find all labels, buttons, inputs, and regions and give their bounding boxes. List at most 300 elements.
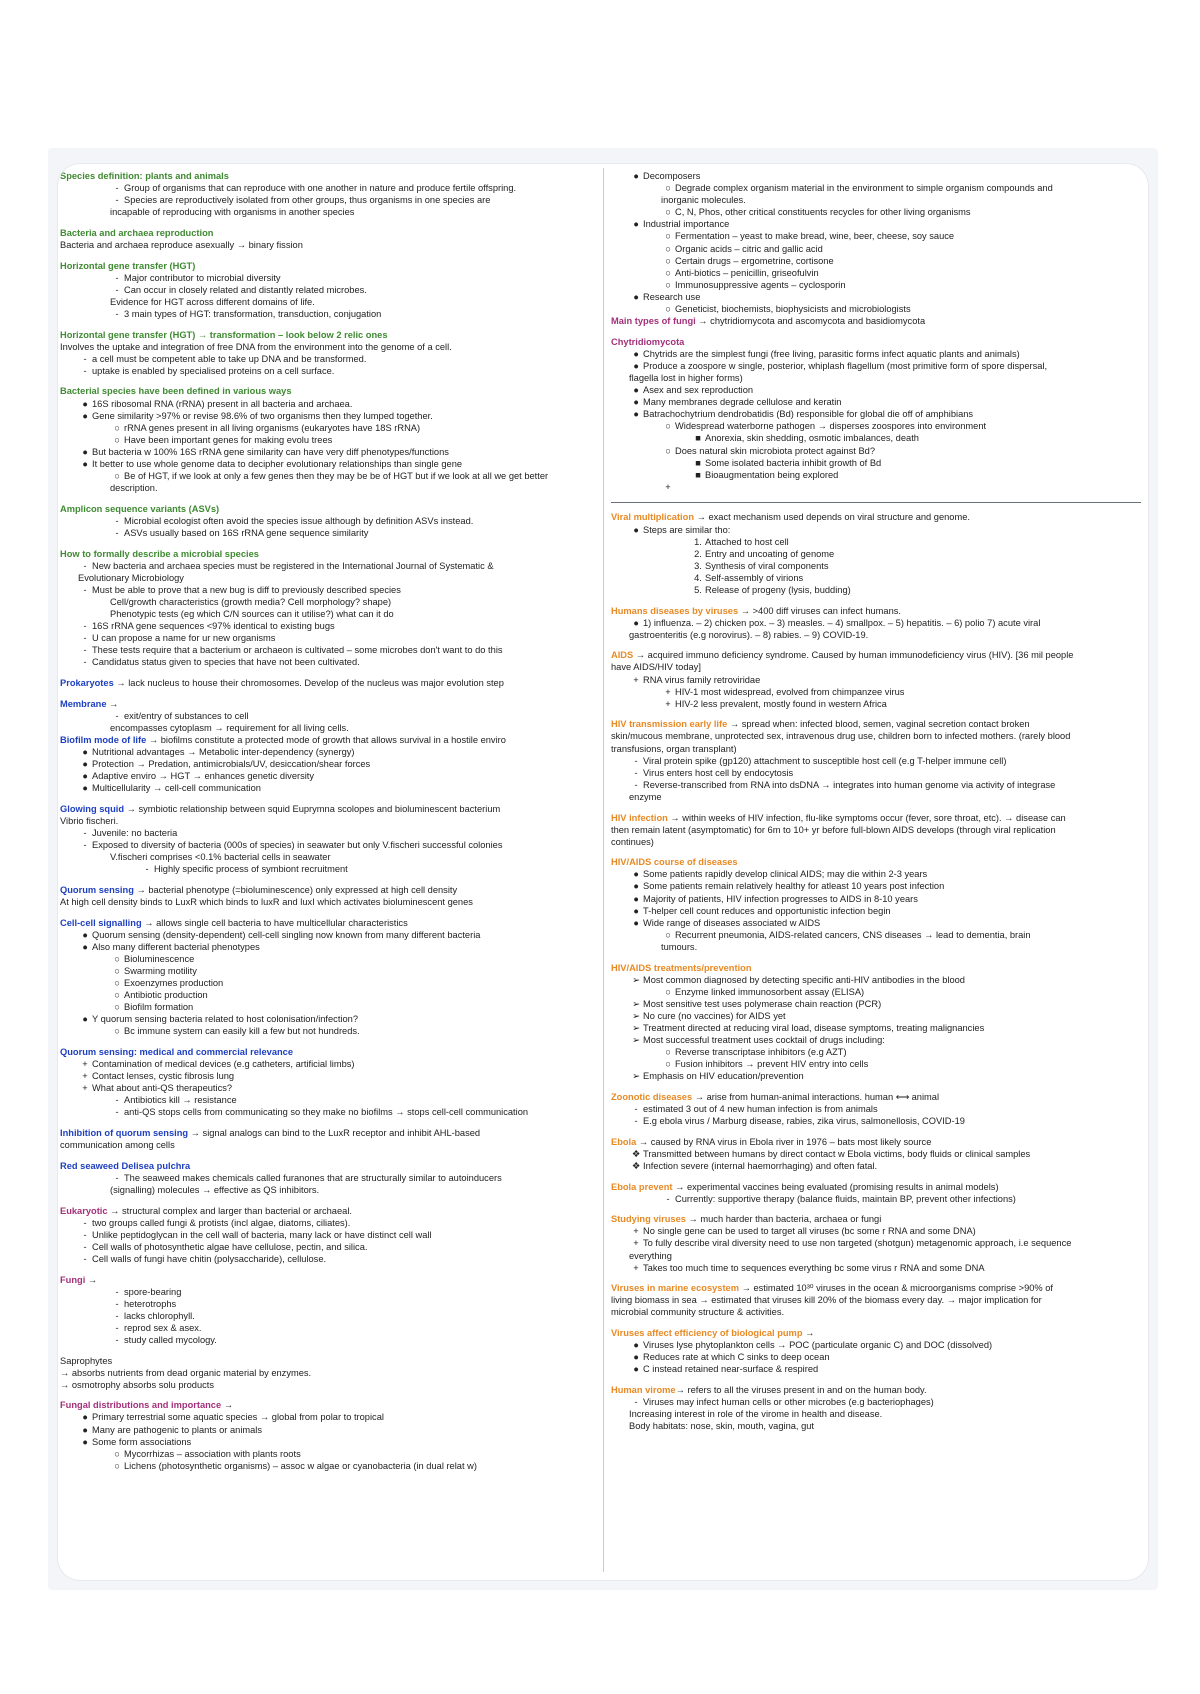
bullet-marker: 2. xyxy=(694,548,702,559)
list-item xyxy=(611,755,1141,767)
bullet-marker: ● xyxy=(633,881,639,892)
list-item xyxy=(611,396,1141,408)
item-text: Protection → Predation, antimicrobials/UV, desiccation/shear forces xyxy=(92,759,371,770)
bullet-marker: - xyxy=(83,1229,87,1240)
list-item xyxy=(611,868,1141,880)
bullet-marker: - xyxy=(145,864,149,875)
item-text: skin/mucous membrane, unprotected sex, intravenous drug use, children born to infected mothers. (rarely blood xyxy=(611,731,1071,742)
section-title: AIDS xyxy=(611,650,634,661)
list-item xyxy=(611,536,1141,548)
item-text: Some patients remain relatively healthy for atleast 10 years post infection xyxy=(643,881,945,892)
list-item xyxy=(60,410,600,422)
section-title: Cell-cell signalling xyxy=(60,917,142,928)
bullet-marker: ➢ xyxy=(632,998,640,1009)
list-item xyxy=(60,1436,600,1448)
list-item xyxy=(60,1025,600,1037)
bullet-marker: ● xyxy=(82,1412,88,1423)
section-title: Membrane xyxy=(60,698,107,709)
item-text: Wide range of diseases associated w AIDS xyxy=(643,917,821,928)
list-item xyxy=(611,791,1141,803)
item-text: Have been important genes for making evolu trees xyxy=(124,434,333,445)
bullet-marker: ○ xyxy=(114,978,120,989)
list-item xyxy=(60,458,600,470)
list-item xyxy=(60,284,600,296)
section xyxy=(60,260,600,320)
section xyxy=(611,605,1141,641)
bullet-marker: ● xyxy=(82,398,88,409)
bullet-marker: ● xyxy=(82,410,88,421)
list-item xyxy=(60,1286,600,1298)
bullet-marker: ● xyxy=(633,1364,639,1375)
list-item xyxy=(60,782,600,794)
list-item xyxy=(60,584,600,596)
item-text: Anti-biotics – penicillin, griseofulvin xyxy=(675,267,819,278)
section-heading xyxy=(60,734,600,746)
section xyxy=(60,677,600,689)
list-item xyxy=(611,743,1141,755)
item-text: T-helper cell count reduces and opportunistic infection begin xyxy=(643,905,891,916)
list-item xyxy=(60,896,600,908)
item-text: Many membranes degrade cellulose and keratin xyxy=(643,397,842,408)
bullet-marker: ● xyxy=(633,893,639,904)
list-item xyxy=(60,1460,600,1472)
bullet-marker: - xyxy=(634,1116,638,1127)
list-item xyxy=(60,815,600,827)
section xyxy=(611,1181,1141,1205)
item-text: Y quorum sensing bacteria related to host colonisation/infection? xyxy=(92,1014,358,1025)
list-item xyxy=(611,267,1141,279)
bullet-marker: - xyxy=(115,284,119,295)
bullet-marker: ● xyxy=(633,291,639,302)
list-item xyxy=(60,527,600,539)
bullet-marker: ○ xyxy=(665,304,671,315)
bullet-marker: ● xyxy=(82,929,88,940)
section-title: Humans diseases by viruses xyxy=(611,605,739,616)
bullet-marker: ○ xyxy=(665,1059,671,1070)
item-text: Majority of patients, HIV infection progresses to AIDS in 8-10 years xyxy=(643,893,918,904)
list-item xyxy=(611,686,1141,698)
list-item xyxy=(60,353,600,365)
section-heading xyxy=(60,170,600,182)
list-item xyxy=(611,1148,1141,1160)
bullet-marker: ➢ xyxy=(632,1035,640,1046)
item-text: Viruses lyse phytoplankton cells → POC (particulate organic C) and DOC (dissolved) xyxy=(643,1340,993,1351)
section xyxy=(60,1355,600,1391)
section-heading xyxy=(60,917,600,929)
item-text: Bc immune system can easily kill a few but not hundreds. xyxy=(124,1026,360,1037)
list-item xyxy=(60,422,600,434)
section-title: Ebola prevent xyxy=(611,1181,673,1192)
section-title: Human virome xyxy=(611,1384,676,1395)
item-text: But bacteria w 100% 16S rRNA gene similarity can have very diff phenotypes/functions xyxy=(92,446,449,457)
bullet-marker: - xyxy=(115,710,119,721)
bullet-marker: ○ xyxy=(665,1047,671,1058)
list-item xyxy=(60,722,600,734)
list-item xyxy=(611,548,1141,560)
list-item xyxy=(611,1420,1141,1432)
item-text: Batrachochytrium dendrobatidis (Bd) responsible for global die off of amphibians xyxy=(643,409,974,420)
list-item xyxy=(611,824,1141,836)
item-text: Contamination of medical devices (e.g catheters, artificial limbs) xyxy=(92,1059,355,1070)
section-lead-text: → xyxy=(221,1400,234,1411)
bullet-marker: ■ xyxy=(695,469,701,480)
list-item xyxy=(611,560,1141,572)
item-text: spore-bearing xyxy=(124,1286,182,1297)
item-text: → osmotrophy absorbs solu products xyxy=(60,1379,214,1390)
bullet-marker: ● xyxy=(633,524,639,535)
section-title: Fungal distributions and importance xyxy=(60,1400,222,1411)
section-lead-text: → xyxy=(85,1274,98,1285)
item-text: No cure (no vaccines) for AIDS yet xyxy=(643,1010,786,1021)
list-item xyxy=(60,308,600,320)
section-lead-text: → xyxy=(802,1327,815,1338)
item-text: Anorexia, skin shedding, osmotic imbalances, death xyxy=(705,433,919,444)
list-item xyxy=(611,1339,1141,1351)
item-text: Attached to host cell xyxy=(705,536,789,547)
item-text: Some form associations xyxy=(92,1436,192,1447)
bullet-marker: ● xyxy=(82,746,88,757)
list-item xyxy=(611,420,1141,432)
item-text: Reverse transcriptase inhibitors (e.g AZT) xyxy=(675,1047,847,1058)
section-title: Main types of fungi xyxy=(611,316,696,327)
bullet-marker: ● xyxy=(82,759,88,770)
list-item xyxy=(60,470,600,482)
bullet-marker: ● xyxy=(633,171,639,181)
section-lead-text: → biofilms constitute a protected mode of growth that allows survival in a hostile enviro xyxy=(146,734,506,745)
item-text: Cell walls of fungi have chitin (polysaccharide), cellulose. xyxy=(92,1253,327,1264)
section-lead-text: → arise from human-animal interactions. human ⟷ animal xyxy=(692,1091,940,1102)
list-item xyxy=(60,1106,600,1118)
item-text: (signalling) molecules → effective as QS inhibitors. xyxy=(110,1184,320,1195)
list-item xyxy=(611,1237,1141,1249)
section-heading xyxy=(60,329,600,341)
item-text: Viruses may infect human cells or other microbes (e.g bacteriophages) xyxy=(643,1396,934,1407)
section xyxy=(611,1213,1141,1273)
section-lead-text: → symbiotic relationship between squid Euprymna scolopes and bioluminescent bacterium xyxy=(124,803,501,814)
item-text: To fully describe viral diversity need to use non targeted (shotgun) metagenomic approach, i.e sequence xyxy=(643,1238,1072,1249)
bullet-marker: - xyxy=(83,560,87,571)
list-item xyxy=(611,469,1141,481)
section-heading xyxy=(60,698,600,710)
section-heading xyxy=(611,315,1141,327)
bullet-marker: ○ xyxy=(114,1002,120,1013)
item-text: Steps are similar tho: xyxy=(643,524,731,535)
list-item xyxy=(60,965,600,977)
item-text: Industrial importance xyxy=(643,219,730,230)
bullet-marker: ○ xyxy=(665,445,671,456)
list-item xyxy=(60,1172,600,1184)
item-text: lacks chlorophyll. xyxy=(124,1310,195,1321)
list-item xyxy=(611,1010,1141,1022)
section xyxy=(60,227,600,251)
list-item xyxy=(611,698,1141,710)
item-text: microbial community structure & activities. xyxy=(611,1307,785,1318)
bullet-marker: ● xyxy=(633,385,639,396)
item-text: Asex and sex reproduction xyxy=(643,385,754,396)
list-item xyxy=(611,206,1141,218)
list-item xyxy=(60,1184,600,1196)
section-heading xyxy=(611,812,1141,824)
item-text: anti-QS stops cells from communicating so they make no biofilms → stops cell-cell communication xyxy=(124,1107,529,1118)
bullet-marker: - xyxy=(83,621,87,632)
section-heading xyxy=(611,1213,1141,1225)
section-title: Amplicon sequence variants (ASVs) xyxy=(60,503,220,514)
item-text: Treatment directed at reducing viral load, disease symptoms, treating malignancies xyxy=(643,1023,985,1033)
section xyxy=(60,1205,600,1265)
list-item xyxy=(60,1217,600,1229)
item-text: Adaptive enviro → HGT → enhances genetic diversity xyxy=(92,771,315,782)
section-title: Biofilm mode of life xyxy=(60,734,147,745)
item-text: Does natural skin microbiota protect against Bd? xyxy=(675,445,875,456)
bullet-marker: - xyxy=(634,755,638,766)
item-text: Degrade complex organism material in the environment to simple organism compounds and xyxy=(675,183,1053,194)
list-item xyxy=(60,341,600,353)
list-item xyxy=(60,1367,600,1379)
item-text: → absorbs nutrients from dead organic material by enzymes. xyxy=(60,1367,312,1378)
item-text: Quorum sensing (density-dependent) cell-cell singling now known from many different bacteria xyxy=(92,929,481,940)
section xyxy=(611,1091,1141,1127)
item-text: continues) xyxy=(611,836,654,847)
item-text: Fermentation – yeast to make bread, wine, beer, cheese, soy sauce xyxy=(675,231,955,242)
bullet-marker: - xyxy=(83,353,87,364)
item-text: Lichens (photosynthetic organisms) – assoc w algae or cyanobacteria (in dual relat w) xyxy=(124,1460,477,1471)
section xyxy=(60,698,600,734)
section-title: Horizontal gene transfer (HGT) xyxy=(60,260,196,271)
bullet-marker: ○ xyxy=(114,1460,120,1471)
list-item xyxy=(611,917,1141,929)
list-item xyxy=(60,365,600,377)
section-heading xyxy=(60,227,600,239)
section-title: HIV/AIDS treatments/prevention xyxy=(611,962,752,973)
list-item xyxy=(611,836,1141,848)
section-lead-text: → spread when: infected blood, semen, vaginal secretion contact broken xyxy=(727,719,1030,730)
section-title: Horizontal gene transfer (HGT) → transformation – look below 2 relic ones xyxy=(60,329,388,340)
bullet-marker: ● xyxy=(633,617,639,628)
section-title: Viral multiplication xyxy=(611,512,695,523)
bullet-marker: ● xyxy=(82,458,88,469)
section xyxy=(611,962,1141,1083)
item-text: Body habitats: nose, skin, mouth, vagina, gut xyxy=(629,1421,815,1432)
bullet-marker: - xyxy=(634,767,638,778)
section-title: Species definition: plants and animals xyxy=(60,171,229,181)
item-text: reprod sex & asex. xyxy=(124,1322,202,1333)
section-title: Glowing squid xyxy=(60,803,125,814)
item-text: Exoenzymes production xyxy=(124,978,224,989)
section-title: HIV/AIDS course of diseases xyxy=(611,857,738,868)
list-item xyxy=(60,596,600,608)
bullet-marker: - xyxy=(115,1298,119,1309)
item-text: Multicellularity → cell-cell communication xyxy=(92,783,261,794)
section-lead-text: → signal analogs can bind to the LuxR receptor and inhibit AHL-based xyxy=(188,1128,481,1139)
bullet-marker: + xyxy=(633,1262,639,1273)
list-item xyxy=(611,384,1141,396)
list-item xyxy=(611,279,1141,291)
list-item xyxy=(60,1379,600,1391)
bullet-marker: - xyxy=(115,1172,119,1183)
list-item xyxy=(60,710,600,722)
item-text: Enzyme linked immunosorbent assay (ELISA) xyxy=(675,986,865,997)
section xyxy=(60,1160,600,1196)
list-item xyxy=(611,218,1141,230)
section-heading xyxy=(60,677,600,689)
bullet-marker: ● xyxy=(633,1352,639,1363)
item-text: Emphasis on HIV education/prevention xyxy=(643,1071,804,1082)
bullet-marker: ● xyxy=(633,348,639,359)
section xyxy=(60,385,600,494)
bullet-marker: ● xyxy=(633,905,639,916)
item-text: Mycorrhizas – association with plants roots xyxy=(124,1448,301,1459)
list-item xyxy=(60,1229,600,1241)
item-text: Antibiotics kill → resistance xyxy=(124,1095,237,1106)
list-item xyxy=(60,515,600,527)
bullet-marker: ● xyxy=(633,1340,639,1351)
section-lead-text: → xyxy=(106,698,119,709)
item-text: Takes too much time to sequences everything bc some virus r RNA and some DNA xyxy=(643,1262,985,1273)
section-heading xyxy=(60,1205,600,1217)
item-text: Evolutionary Microbiology xyxy=(78,572,184,583)
list-item xyxy=(611,255,1141,267)
bullet-marker: ➢ xyxy=(632,1071,640,1082)
item-text: communication among cells xyxy=(60,1140,175,1151)
section-lead-text: → within weeks of HIV infection, flu-like symptoms occur (fever, sore throat, etc). → disease can xyxy=(667,812,1066,823)
item-text: HIV-1 most widespread, evolved from chimpanzee virus xyxy=(675,686,905,697)
bullet-marker: - xyxy=(115,183,119,194)
list-item xyxy=(60,1001,600,1013)
item-text: ASVs usually based on 16S rRNA gene sequence similarity xyxy=(124,527,369,538)
list-item xyxy=(60,1094,600,1106)
section-title: Bacterial species have been defined in various ways xyxy=(60,386,292,397)
bullet-marker: ● xyxy=(633,409,639,420)
section xyxy=(611,1136,1141,1172)
item-text: Reverse-transcribed from RNA into dsDNA → integrates into human genome via activity of integrase xyxy=(643,779,1056,790)
section-heading xyxy=(611,1282,1141,1294)
list-item xyxy=(60,572,600,584)
bullet-marker: - xyxy=(666,1193,670,1204)
section-heading xyxy=(60,1160,600,1172)
bullet-marker: ○ xyxy=(114,953,120,964)
bullet-marker: ○ xyxy=(114,471,120,482)
section-title: Eukaryotic xyxy=(60,1205,108,1216)
bullet-marker: - xyxy=(83,1241,87,1252)
section-title: Saprophytes xyxy=(60,1355,113,1366)
list-item xyxy=(611,1046,1141,1058)
bullet-marker: ➢ xyxy=(632,1023,640,1033)
list-item xyxy=(611,1306,1141,1318)
list-item xyxy=(611,1058,1141,1070)
list-item xyxy=(60,1082,600,1094)
list-item xyxy=(611,941,1141,953)
bullet-marker: + xyxy=(82,1071,88,1082)
section-lead-text: → refers to all the viruses present in and on the human body. xyxy=(675,1384,927,1395)
list-item xyxy=(611,974,1141,986)
list-item xyxy=(611,572,1141,584)
list-item xyxy=(60,632,600,644)
list-item xyxy=(60,182,600,194)
list-item xyxy=(60,1322,600,1334)
section-title: Viruses affect efficiency of biological pump xyxy=(611,1327,803,1338)
bullet-marker: - xyxy=(115,1095,119,1106)
section xyxy=(60,884,600,908)
section-title: Prokaryotes xyxy=(60,677,114,688)
list-item xyxy=(611,1294,1141,1306)
section-heading xyxy=(611,856,1141,868)
item-text: Group of organisms that can reproduce with one another in nature and produce fertile offspring. xyxy=(124,183,517,194)
section-heading xyxy=(611,649,1141,661)
bullet-marker: ○ xyxy=(665,255,671,266)
section xyxy=(60,1046,600,1119)
item-text: Vibrio fischeri. xyxy=(60,815,119,826)
bullet-marker: ○ xyxy=(114,990,120,1001)
list-item xyxy=(60,1298,600,1310)
column-divider xyxy=(603,168,604,1572)
section-title: Quorum sensing xyxy=(60,884,134,895)
section xyxy=(611,718,1141,803)
item-text: estimated 3 out of 4 new human infection is from animals xyxy=(643,1104,878,1115)
item-text: Organic acids – citric and gallic acid xyxy=(675,243,823,254)
bullet-marker: ○ xyxy=(114,1448,120,1459)
item-text: Reduces rate at which C sinks to deep ocean xyxy=(643,1352,830,1363)
item-text: Currently: supportive therapy (balance fluids, maintain BP, prevent other infections) xyxy=(675,1193,1016,1204)
list-item xyxy=(611,1363,1141,1375)
list-item xyxy=(611,1262,1141,1274)
item-text: Infection severe (internal haemorrhaging) and often fatal. xyxy=(643,1160,878,1171)
section-title: Zoonotic diseases xyxy=(611,1091,693,1102)
list-item xyxy=(611,1115,1141,1127)
bullet-marker: + xyxy=(82,1059,88,1070)
item-text xyxy=(675,481,1141,493)
list-item xyxy=(60,206,600,218)
list-item xyxy=(60,953,600,965)
bullet-marker: ○ xyxy=(114,434,120,445)
list-item xyxy=(60,560,600,572)
item-text: Must be able to prove that a new bug is diff to previously described species xyxy=(92,584,401,595)
list-item xyxy=(611,372,1141,384)
item-text: Highly specific process of symbiont recruitment xyxy=(154,864,348,875)
section-lead-text: → estimated 10³⁰ viruses in the ocean & microorganisms comprise >90% of xyxy=(739,1283,1054,1294)
item-text: C, N, Phos, other critical constituents recycles for other living organisms xyxy=(675,207,971,218)
section xyxy=(611,336,1141,503)
list-item xyxy=(611,360,1141,372)
bullet-marker: ○ xyxy=(665,279,671,290)
bullet-marker: ● xyxy=(633,360,639,371)
item-text: Contact lenses, cystic fibrosis lung xyxy=(92,1071,235,1082)
bullet-marker: - xyxy=(634,779,638,790)
item-text: Unlike peptidoglycan in the cell wall of bacteria, many lack or have distinct cell wall xyxy=(92,1229,432,1240)
list-item xyxy=(611,408,1141,420)
list-item xyxy=(60,929,600,941)
list-item xyxy=(60,1253,600,1265)
item-text: 3 main types of HGT: transformation, transduction, conjugation xyxy=(124,308,382,319)
section-heading xyxy=(611,1136,1141,1148)
list-item xyxy=(60,272,600,284)
list-item xyxy=(60,1070,600,1082)
list-item xyxy=(60,1310,600,1322)
section-heading xyxy=(611,1384,1141,1396)
section-lead-text: → lack nucleus to house their chromosomes. Develop of the nucleus was major evolution step xyxy=(113,677,504,688)
item-text: Immunosuppressive agents – cyclosporin xyxy=(675,279,846,290)
list-item xyxy=(611,929,1141,941)
bullet-marker: ● xyxy=(633,397,639,408)
list-item xyxy=(611,303,1141,315)
list-item xyxy=(60,656,600,668)
section xyxy=(611,1282,1141,1318)
bullet-marker: + xyxy=(665,686,671,697)
item-text: Phenotypic tests (eg which C/N sources can it utilise?) what can it do xyxy=(110,609,394,619)
item-text: Increasing interest in role of the virome in health and disease. xyxy=(629,1409,883,1420)
section xyxy=(611,511,1141,596)
list-item xyxy=(611,445,1141,457)
item-text: Synthesis of viral components xyxy=(705,560,829,571)
